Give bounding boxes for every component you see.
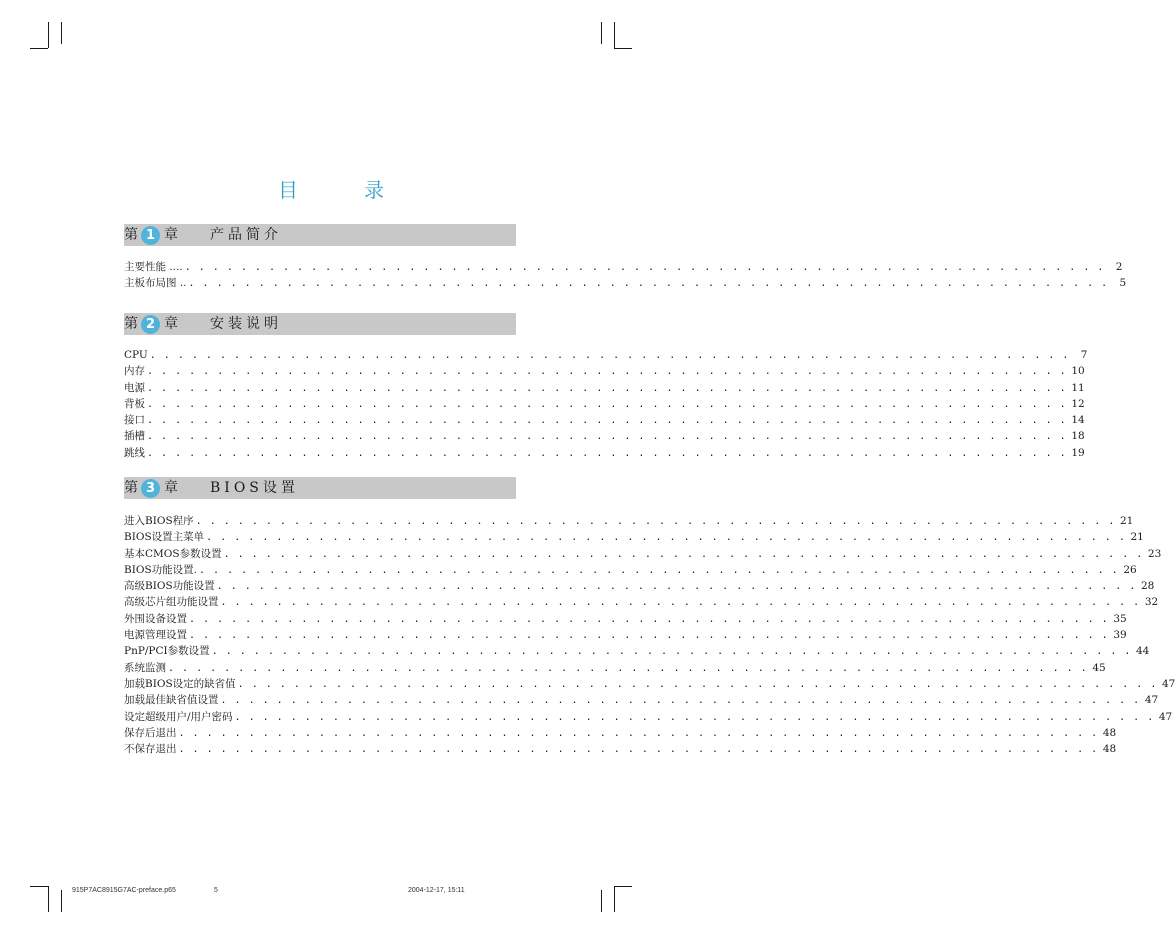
toc-entry-page: 47 <box>1158 710 1173 723</box>
toc-entry-page: 2 <box>1115 261 1123 273</box>
toc-entry-label: 背板 <box>124 397 145 410</box>
crop-mark <box>48 886 49 912</box>
toc-entry-label: 系统监测 <box>124 661 166 674</box>
dot-leader: . . . . . . . . . . . . . . . . . . . . . . . . . . . . . . . . . . . . . . . . . . . . . . . . . . . . . . . . . . . . . . . . . . <box>223 548 1144 560</box>
toc-entry-page: 7 <box>1080 349 1088 361</box>
footer-filename: 915P7AC8915G7AC-preface.p65 <box>72 887 176 894</box>
toc-entry-page: 47 <box>1144 694 1159 707</box>
toc-entry-label: 加载BIOS设定的缺省值 <box>124 677 236 690</box>
dot-leader: . . . . . . . . . . . . . . . . . . . . . . . . . . . . . . . . . . . . . . . . . . . . . . . . . . . . . . . . . . . . . . . . . . <box>168 662 1088 674</box>
dot-leader: . . . . . . . . . . . . . . . . . . . . . . . . . . . . . . . . . . . . . . . . . . . . . . . . . . . . . . . . . . . . . . . . . . <box>211 646 1132 658</box>
chapter-prefix: 第 <box>124 227 138 243</box>
crop-mark <box>48 22 49 48</box>
dot-leader: . . . . . . . . . . . . . . . . . . . . . . . . . . . . . . . . . . . . . . . . . . . . . . . . . . . . . . . . . . . . . . . . . . <box>216 581 1137 593</box>
toc-entry-page: 26 <box>1123 563 1137 576</box>
crop-mark <box>614 886 615 912</box>
toc-entry <box>124 275 1127 291</box>
toc-entry <box>124 725 1117 741</box>
page-title <box>0 174 662 203</box>
dot-leader: . . . . . . . . . . . . . . . . . . . . . . . . . . . . . . . . . . . . . . . . . . . . . . . . . . . . . . . . . . . . . . . . . . <box>234 711 1155 723</box>
dot-leader: . . . . . . . . . . . . . . . . . . . . . . . . . . . . . . . . . . . . . . . . . . . . . . . . . . . . . . . . . . . . . . . . . . <box>199 564 1119 576</box>
toc-entry-label: 主要性能 .... <box>124 261 183 273</box>
toc-entry-page: 45 <box>1092 661 1106 674</box>
dot-leader: . . . . . . . . . . . . . . . . . . . . . . . . . . . . . . . . . . . . . . . . . . . . . . . . . . . . . . . . . . . . . . . . . . <box>147 366 1067 378</box>
dot-leader: . . . . . . . . . . . . . . . . . . . . . . . . . . . . . . . . . . . . . . . . . . . . . . . . . . . . . . . . . . . . . . . . . . <box>178 727 1099 739</box>
chapter-number-badge: 3 <box>141 479 160 498</box>
crop-mark <box>614 48 632 49</box>
toc-entry <box>124 529 1144 545</box>
toc-entry-label: 高级芯片组功能设置 <box>124 596 219 609</box>
toc-entry-page: 19 <box>1071 446 1085 459</box>
toc-entry <box>124 396 1085 412</box>
toc-entry <box>124 412 1085 428</box>
dot-leader: . . . . . . . . . . . . . . . . . . . . . . . . . . . . . . . . . . . . . . . . . . . . . . . . . . . . . . . . . . . . . . . . . . <box>147 447 1067 459</box>
dot-leader: . . . . . . . . . . . . . . . . . . . . . . . . . . . . . . . . . . . . . . . . . . . . . . . . . . . . . . . . . . . . . . . . . . <box>149 350 1070 361</box>
chapter-title: 产品简介 <box>210 227 282 243</box>
toc-entry-page: 14 <box>1071 414 1085 427</box>
toc-entry-page: 5 <box>1119 277 1127 290</box>
toc-list <box>124 259 1127 292</box>
toc-entry-page: 44 <box>1136 645 1150 658</box>
toc-entry-label: CPU <box>124 349 148 361</box>
toc-entry <box>124 741 1117 757</box>
toc-entry-label: BIOS功能设置. <box>124 563 198 576</box>
toc-entry-label: 外围设备设置 <box>124 612 187 625</box>
toc-entry-page: 48 <box>1102 743 1117 756</box>
title-char: 目 <box>278 178 298 202</box>
toc-entry <box>124 709 1173 725</box>
crop-mark <box>614 22 615 48</box>
dot-leader: . . . . . . . . . . . . . . . . . . . . . . . . . . . . . . . . . . . . . . . . . . . . . . . . . . . . . . . . . . . . . . . . . . <box>188 278 1109 290</box>
dot-leader: . . . . . . . . . . . . . . . . . . . . . . . . . . . . . . . . . . . . . . . . . . . . . . . . . . . . . . . . . . . . . . . . . . <box>147 431 1067 443</box>
toc-list <box>124 347 1088 461</box>
dot-leader: . . . . . . . . . . . . . . . . . . . . . . . . . . . . . . . . . . . . . . . . . . . . . . . . . . . . . . . . . . . . . . . . . . <box>147 398 1067 410</box>
toc-entry <box>124 692 1159 708</box>
dot-leader: . . . . . . . . . . . . . . . . . . . . . . . . . . . . . . . . . . . . . . . . . . . . . . . . . . . . . . . . . . . . . . . . . . <box>195 516 1116 527</box>
toc-entry <box>124 562 1137 578</box>
toc-entry-label: 基本CMOS参数设置 <box>124 547 222 560</box>
dot-leader: . . . . . . . . . . . . . . . . . . . . . . . . . . . . . . . . . . . . . . . . . . . . . . . . . . . . . . . . . . . . . . . . . . <box>237 678 1158 690</box>
toc-entry-page: 28 <box>1140 580 1155 593</box>
toc-entry-label: 不保存退出 <box>124 743 177 756</box>
toc-entry-page: 32 <box>1144 596 1159 609</box>
toc-entry <box>124 627 1127 643</box>
chapter-header <box>124 313 516 335</box>
dot-leader: . . . . . . . . . . . . . . . . . . . . . . . . . . . . . . . . . . . . . . . . . . . . . . . . . . . . . . . . . . . . . . . . . . <box>206 532 1126 544</box>
toc-entry-label: 主板布局图 .. <box>124 277 187 290</box>
toc-entry <box>124 676 1175 692</box>
toc-entry-label: 内存 <box>124 365 145 378</box>
toc-entry <box>124 363 1085 379</box>
dot-leader: . . . . . . . . . . . . . . . . . . . . . . . . . . . . . . . . . . . . . . . . . . . . . . . . . . . . . . . . . . . . . . . . . . <box>147 415 1067 427</box>
toc-entry <box>124 660 1106 676</box>
toc-entry <box>124 611 1127 627</box>
toc-entry-label: 电源管理设置 <box>124 629 187 642</box>
chapter-prefix: 第 <box>124 480 138 496</box>
toc-entry-label: 设定超级用户/用户密码 <box>124 710 233 723</box>
crop-mark <box>61 890 62 912</box>
toc-entry-label: 接口 <box>124 414 145 427</box>
toc-entry <box>124 643 1150 659</box>
toc-entry-label: 电源 <box>124 381 145 394</box>
toc-entry-page: 48 <box>1102 726 1117 739</box>
toc-entry <box>124 513 1134 529</box>
chapter-suffix: 章 <box>164 316 178 332</box>
crop-mark <box>30 48 48 49</box>
toc-entry <box>124 594 1159 610</box>
toc-entry-label: 插槽 <box>124 430 145 443</box>
toc-entry-page: 21 <box>1119 515 1134 527</box>
dot-leader: . . . . . . . . . . . . . . . . . . . . . . . . . . . . . . . . . . . . . . . . . . . . . . . . . . . . . . . . . . . . . . . . . . <box>147 382 1067 394</box>
chapter-header <box>124 224 516 246</box>
crop-mark <box>30 886 48 887</box>
toc-entry <box>124 380 1085 396</box>
chapter-suffix: 章 <box>164 227 178 243</box>
toc-entry <box>124 578 1155 594</box>
chapter-title: 安装说明 <box>210 316 282 332</box>
toc-entry <box>124 428 1085 444</box>
crop-mark <box>614 886 632 887</box>
footer-timestamp: 2004-12-17, 15:11 <box>408 887 465 894</box>
dot-leader: . . . . . . . . . . . . . . . . . . . . . . . . . . . . . . . . . . . . . . . . . . . . . . . . . . . . . . . . . . . . . . . . . . <box>189 630 1109 642</box>
chapter-suffix: 章 <box>164 480 178 496</box>
crop-mark <box>61 22 62 44</box>
dot-leader: . . . . . . . . . . . . . . . . . . . . . . . . . . . . . . . . . . . . . . . . . . . . . . . . . . . . . . . . . . . . . . . . . . <box>178 744 1099 756</box>
toc-entry-label: 保存后退出 <box>124 726 177 739</box>
toc-entry-page: 39 <box>1113 629 1127 642</box>
toc-entry-page: 12 <box>1071 397 1085 410</box>
toc-entry-page: 18 <box>1071 430 1085 443</box>
toc-entry-label: PnP/PCI参数设置 <box>124 645 210 658</box>
dot-leader: . . . . . . . . . . . . . . . . . . . . . . . . . . . . . . . . . . . . . . . . . . . . . . . . . . . . . . . . . . . . . . . . . . <box>184 262 1105 273</box>
toc-entry <box>124 347 1088 363</box>
toc-entry-label: BIOS设置主菜单 <box>124 531 205 544</box>
toc-list <box>124 513 1175 757</box>
chapter-header <box>124 477 516 499</box>
toc-entry <box>124 259 1123 275</box>
dot-leader: . . . . . . . . . . . . . . . . . . . . . . . . . . . . . . . . . . . . . . . . . . . . . . . . . . . . . . . . . . . . . . . . . . <box>220 597 1141 609</box>
title-char: 录 <box>364 178 384 202</box>
toc-entry-label: 高级BIOS功能设置 <box>124 580 215 593</box>
crop-mark <box>601 890 602 912</box>
toc-entry-label: 加载最佳缺省值设置 <box>124 694 219 707</box>
chapter-title: BIOS设置 <box>210 480 299 496</box>
chapter-prefix: 第 <box>124 316 138 332</box>
toc-entry-page: 35 <box>1113 612 1127 625</box>
chapter-number-badge: 1 <box>141 226 160 245</box>
footer-page-number: 5 <box>214 887 218 894</box>
toc-entry <box>124 546 1162 562</box>
toc-entry-page: 47 <box>1161 677 1175 690</box>
toc-entry <box>124 445 1085 461</box>
toc-entry-label: 进入BIOS程序 <box>124 515 194 527</box>
dot-leader: . . . . . . . . . . . . . . . . . . . . . . . . . . . . . . . . . . . . . . . . . . . . . . . . . . . . . . . . . . . . . . . . . . <box>189 613 1109 625</box>
crop-mark <box>601 22 602 44</box>
toc-entry-page: 21 <box>1130 531 1144 544</box>
toc-entry-page: 10 <box>1071 365 1085 378</box>
chapter-number-badge: 2 <box>141 315 160 334</box>
toc-entry-page: 23 <box>1147 547 1162 560</box>
toc-entry-page: 11 <box>1071 381 1085 394</box>
dot-leader: . . . . . . . . . . . . . . . . . . . . . . . . . . . . . . . . . . . . . . . . . . . . . . . . . . . . . . . . . . . . . . . . . . <box>220 695 1141 707</box>
toc-entry-label: 跳线 <box>124 446 145 459</box>
